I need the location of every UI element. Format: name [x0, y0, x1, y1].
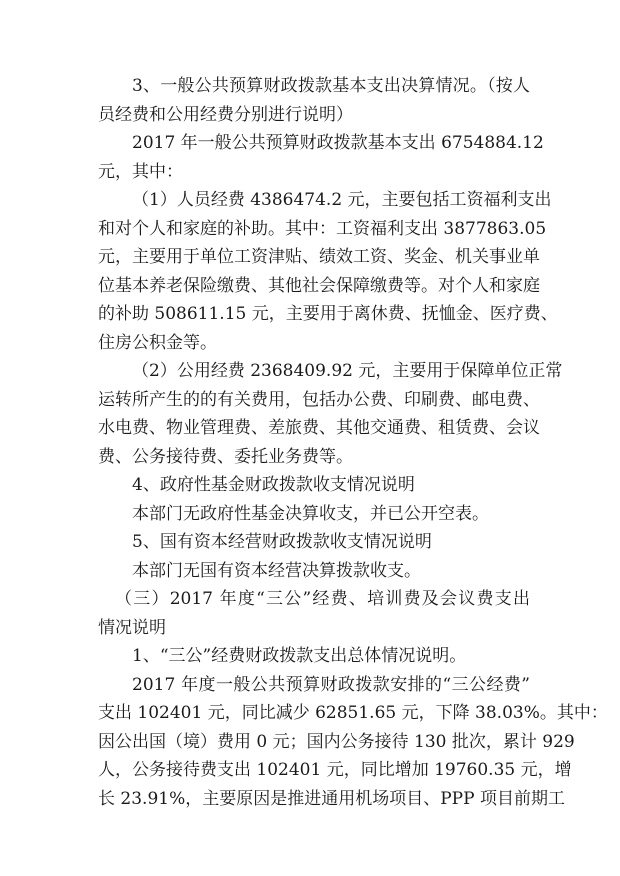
paragraph-personnel: （1）人员经费 4386474.2 元，主要包括工资福利支出: [132, 190, 552, 210]
heading-three-public-cont: 情况说明: [98, 617, 166, 638]
paragraph-three-public-line5: 长 23.91%，主要原因是推进通用机场项目、PPP 项目前期工: [98, 788, 565, 809]
paragraph-three-public: 2017 年度一般公共预算财政拨款安排的“三公经费”: [132, 674, 530, 695]
paragraph-public-line2: 运转所产生的的有关费用，包括办公费、印刷费、邮电费、: [98, 389, 540, 410]
heading-basic-expenditure: 3、一般公共预算财政拨款基本支出决算情况。（按人: [132, 76, 530, 96]
paragraph-personnel-line3: 元，主要用于单位工资津贴、绩效工资、奖金、机关事业单: [98, 247, 540, 267]
paragraph-government-fund: 本部门无政府性基金决算收支，并已公开空表。: [132, 503, 489, 524]
paragraph-basic-total-cont: 元，其中：: [98, 161, 183, 182]
paragraph-three-public-line4: 人，公务接待费支出 102401 元，同比增加 19760.35 元，增: [98, 760, 572, 780]
heading-basic-expenditure-cont: 员经费和公用经费分别进行说明）: [98, 104, 353, 125]
paragraph-state-capital: 本部门无国有资本经营决算拨款收支。: [132, 560, 421, 581]
paragraph-personnel-line6: 住房公积金等。: [98, 332, 217, 353]
paragraph-public: （2）公用经费 2368409.92 元，主要用于保障单位正常: [132, 361, 563, 381]
paragraph-basic-total: 2017 年一般公共预算财政拨款基本支出 6754884.12: [132, 133, 544, 153]
paragraph-three-public-line2: 支出 102401 元，同比减少 62851.65 元，下降 38.03%。其中：: [98, 703, 608, 723]
paragraph-three-public-line3: 因公出国（境）费用 0 元；国内公务接待 130 批次，累计 929: [98, 731, 575, 752]
document-page: [98, 72, 608, 813]
heading-government-fund: 4、政府性基金财政拨款收支情况说明: [132, 475, 415, 495]
heading-three-public-overall: 1、“三公”经费财政拨款支出总体情况说明。: [132, 646, 467, 666]
paragraph-personnel-line4: 位基本养老保险缴费、其他社会保障缴费等。对个人和家庭: [98, 275, 540, 296]
paragraph-public-line3: 水电费、物业管理费、差旅费、其他交通费、租赁费、会议: [98, 418, 540, 438]
paragraph-public-line4: 费、公务接待费、委托业务费等。: [98, 446, 353, 467]
heading-three-public: （三）2017 年度“三公”经费、培训费及会议费支出: [115, 589, 530, 609]
paragraph-personnel-line2: 和对个人和家庭的补助。其中：工资福利支出 3877863.05: [98, 218, 547, 239]
paragraph-personnel-line5: 的补助 508611.15 元，主要用于离休费、抚恤金、医疗费、: [98, 304, 558, 324]
heading-state-capital: 5、国有资本经营财政拨款收支情况说明: [132, 532, 432, 552]
